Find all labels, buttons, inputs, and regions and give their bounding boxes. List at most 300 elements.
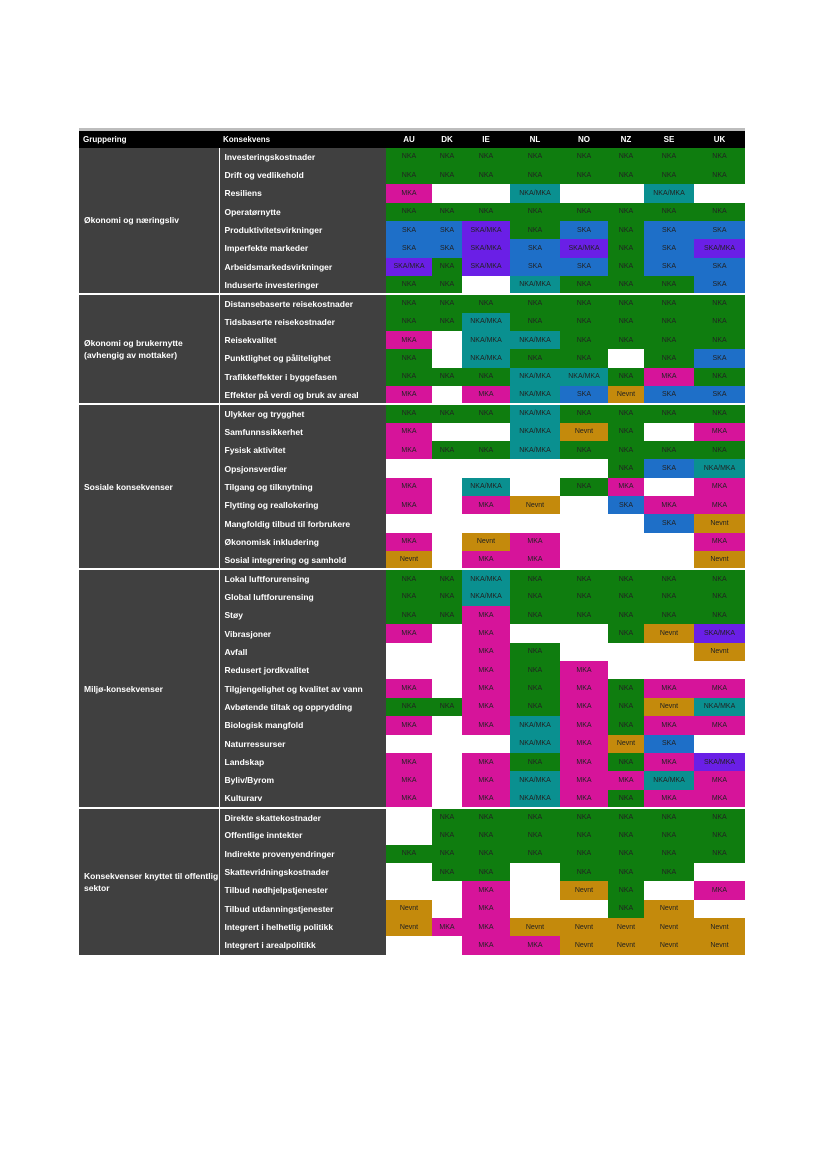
assessment-cell-se: NKA xyxy=(644,313,694,331)
assessment-cell-au xyxy=(386,826,432,844)
assessment-cell-ie: MKA xyxy=(462,624,510,642)
assessment-cell-no: SKA/MKA xyxy=(560,239,608,257)
assessment-cell-uk: NKA xyxy=(694,368,745,386)
assessment-cell-ie: MKA xyxy=(462,551,510,569)
assessment-cell-nz: NKA xyxy=(608,624,644,642)
assessment-cell-no: NKA xyxy=(560,808,608,826)
consequence-label: Samfunnssikkerhet xyxy=(219,423,386,441)
assessment-cell-nl: NKA/MKA xyxy=(510,441,560,459)
assessment-cell-nl: NKA xyxy=(510,845,560,863)
assessment-cell-se: NKA/MKA xyxy=(644,184,694,202)
assessment-cell-nz: NKA xyxy=(608,808,644,826)
assessment-cell-nz xyxy=(608,184,644,202)
assessment-cell-ie: NKA xyxy=(462,863,510,881)
assessment-cell-dk xyxy=(432,771,462,789)
consequence-matrix-table xyxy=(79,128,745,955)
assessment-cell-se: SKA xyxy=(644,221,694,239)
consequence-label: Operatørnytte xyxy=(219,203,386,221)
assessment-cell-dk: NKA xyxy=(432,404,462,422)
assessment-cell-nz xyxy=(608,349,644,367)
assessment-cell-dk xyxy=(432,936,462,954)
assessment-cell-nl: NKA/MKA xyxy=(510,331,560,349)
assessment-cell-se: Nevnt xyxy=(644,936,694,954)
assessment-cell-dk xyxy=(432,478,462,496)
country-header-au: AU xyxy=(386,130,432,148)
header-row xyxy=(79,130,745,148)
assessment-cell-nl: NKA xyxy=(510,203,560,221)
consequence-label: Skattevridningskostnader xyxy=(219,863,386,881)
assessment-cell-nl: NKA xyxy=(510,808,560,826)
group-label: Sosiale konsekvenser xyxy=(79,404,219,569)
assessment-cell-se: NKA xyxy=(644,331,694,349)
assessment-cell-dk: NKA xyxy=(432,569,462,587)
assessment-cell-no: NKA xyxy=(560,203,608,221)
assessment-cell-uk: NKA xyxy=(694,294,745,312)
assessment-cell-uk xyxy=(694,184,745,202)
assessment-cell-ie: NKA xyxy=(462,808,510,826)
assessment-cell-ie: MKA xyxy=(462,661,510,679)
assessment-cell-nz: NKA xyxy=(608,166,644,184)
assessment-cell-au: MKA xyxy=(386,423,432,441)
consequence-label: Biologisk mangfold xyxy=(219,716,386,734)
assessment-cell-au: NKA xyxy=(386,606,432,624)
assessment-cell-uk: SKA xyxy=(694,258,745,276)
assessment-cell-nl: NKA xyxy=(510,221,560,239)
assessment-cell-ie: NKA/MKA xyxy=(462,313,510,331)
assessment-cell-uk xyxy=(694,735,745,753)
assessment-cell-nz: NKA xyxy=(608,900,644,918)
assessment-cell-no: SKA xyxy=(560,386,608,404)
assessment-cell-nl: NKA/MKA xyxy=(510,386,560,404)
assessment-cell-dk: NKA xyxy=(432,826,462,844)
assessment-cell-uk: SKA xyxy=(694,276,745,294)
assessment-cell-se: NKA xyxy=(644,294,694,312)
assessment-cell-no: Nevnt xyxy=(560,936,608,954)
assessment-cell-au: MKA xyxy=(386,496,432,514)
assessment-cell-uk: Nevnt xyxy=(694,643,745,661)
assessment-cell-no: NKA xyxy=(560,166,608,184)
assessment-cell-dk: NKA xyxy=(432,166,462,184)
assessment-cell-dk: NKA xyxy=(432,148,462,166)
consequence-label: Tidsbaserte reisekostnader xyxy=(219,313,386,331)
assessment-cell-nz: NKA xyxy=(608,203,644,221)
consequence-label: Ulykker og trygghet xyxy=(219,404,386,422)
assessment-cell-dk xyxy=(432,661,462,679)
assessment-cell-nl: NKA xyxy=(510,698,560,716)
assessment-cell-ie: NKA xyxy=(462,203,510,221)
country-header-uk: UK xyxy=(694,130,745,148)
assessment-cell-au: MKA xyxy=(386,771,432,789)
assessment-cell-nl: Nevnt xyxy=(510,918,560,936)
assessment-cell-uk xyxy=(694,900,745,918)
assessment-cell-uk: MKA xyxy=(694,533,745,551)
assessment-cell-ie: NKA xyxy=(462,441,510,459)
assessment-cell-ie: NKA/MKA xyxy=(462,331,510,349)
assessment-cell-no: MKA xyxy=(560,661,608,679)
assessment-cell-no: NKA xyxy=(560,349,608,367)
assessment-cell-dk: NKA xyxy=(432,606,462,624)
assessment-cell-dk xyxy=(432,900,462,918)
assessment-cell-se xyxy=(644,643,694,661)
assessment-cell-nz: NKA xyxy=(608,423,644,441)
consequence-label: Induserte investeringer xyxy=(219,276,386,294)
assessment-cell-se: MKA xyxy=(644,753,694,771)
assessment-cell-uk: MKA xyxy=(694,881,745,899)
assessment-cell-se: SKA xyxy=(644,514,694,532)
assessment-cell-nl: MKA xyxy=(510,936,560,954)
country-header-nz: NZ xyxy=(608,130,644,148)
assessment-cell-nz xyxy=(608,514,644,532)
assessment-cell-au: MKA xyxy=(386,790,432,808)
assessment-cell-uk xyxy=(694,661,745,679)
assessment-cell-nl: NKA xyxy=(510,643,560,661)
assessment-cell-nl: NKA xyxy=(510,661,560,679)
assessment-cell-no: Nevnt xyxy=(560,918,608,936)
consequence-label: Vibrasjoner xyxy=(219,624,386,642)
assessment-cell-nl: NKA xyxy=(510,679,560,697)
assessment-cell-nl: NKA/MKA xyxy=(510,184,560,202)
assessment-cell-nz: NKA xyxy=(608,679,644,697)
assessment-cell-ie: NKA/MKA xyxy=(462,349,510,367)
assessment-cell-ie xyxy=(462,276,510,294)
assessment-cell-au xyxy=(386,735,432,753)
consequence-label: Direkte skattekostnader xyxy=(219,808,386,826)
assessment-cell-dk xyxy=(432,423,462,441)
assessment-cell-nl xyxy=(510,459,560,477)
assessment-cell-ie: MKA xyxy=(462,790,510,808)
assessment-cell-dk: NKA xyxy=(432,203,462,221)
assessment-cell-au xyxy=(386,863,432,881)
table-row xyxy=(79,148,745,166)
assessment-cell-ie: SKA/MKA xyxy=(462,258,510,276)
assessment-cell-au: NKA xyxy=(386,349,432,367)
table-row xyxy=(79,404,745,422)
assessment-cell-nl: NKA xyxy=(510,826,560,844)
consequence-label: Fysisk aktivitet xyxy=(219,441,386,459)
assessment-cell-nz: NKA xyxy=(608,606,644,624)
consequence-label: Støy xyxy=(219,606,386,624)
konsekvens-header: Konsekvens xyxy=(219,130,386,148)
assessment-cell-dk xyxy=(432,386,462,404)
assessment-cell-nl xyxy=(510,863,560,881)
assessment-cell-ie: NKA/MKA xyxy=(462,588,510,606)
assessment-cell-se: NKA xyxy=(644,588,694,606)
assessment-cell-nz: NKA xyxy=(608,294,644,312)
assessment-cell-se: SKA xyxy=(644,386,694,404)
assessment-cell-nz: NKA xyxy=(608,569,644,587)
assessment-cell-nl xyxy=(510,624,560,642)
assessment-cell-no: MKA xyxy=(560,753,608,771)
assessment-cell-uk: SKA xyxy=(694,221,745,239)
assessment-cell-uk: NKA xyxy=(694,845,745,863)
consequence-label: Integrert i arealpolitikk xyxy=(219,936,386,954)
assessment-cell-nz: Nevnt xyxy=(608,936,644,954)
consequence-label: Reisekvalitet xyxy=(219,331,386,349)
assessment-cell-uk: MKA xyxy=(694,679,745,697)
assessment-cell-nz: NKA xyxy=(608,826,644,844)
assessment-cell-nz: NKA xyxy=(608,698,644,716)
assessment-cell-au: MKA xyxy=(386,533,432,551)
assessment-cell-nl: SKA xyxy=(510,239,560,257)
assessment-cell-nl: NKA/MKA xyxy=(510,735,560,753)
consequence-label: Distansebaserte reisekostnader xyxy=(219,294,386,312)
assessment-cell-no xyxy=(560,184,608,202)
consequence-label: Global luftforurensing xyxy=(219,588,386,606)
assessment-cell-uk: NKA xyxy=(694,166,745,184)
assessment-cell-au: NKA xyxy=(386,203,432,221)
assessment-cell-nz: NKA xyxy=(608,331,644,349)
assessment-cell-uk: MKA xyxy=(694,423,745,441)
assessment-cell-uk: NKA xyxy=(694,569,745,587)
assessment-cell-ie: MKA xyxy=(462,643,510,661)
assessment-cell-ie: NKA xyxy=(462,166,510,184)
matrix-body xyxy=(79,148,745,955)
assessment-cell-dk xyxy=(432,716,462,734)
country-header-se: SE xyxy=(644,130,694,148)
assessment-cell-se: NKA xyxy=(644,441,694,459)
country-header-no: NO xyxy=(560,130,608,148)
assessment-cell-ie: MKA xyxy=(462,881,510,899)
assessment-cell-nz: NKA xyxy=(608,753,644,771)
assessment-cell-ie: NKA xyxy=(462,368,510,386)
assessment-cell-nz: Nevnt xyxy=(608,735,644,753)
consequence-label: Tilbud utdanningstjenester xyxy=(219,900,386,918)
assessment-cell-se: SKA xyxy=(644,239,694,257)
assessment-cell-ie: NKA xyxy=(462,294,510,312)
assessment-cell-no: NKA xyxy=(560,294,608,312)
consequence-label: Landskap xyxy=(219,753,386,771)
assessment-cell-au: NKA xyxy=(386,313,432,331)
assessment-cell-dk xyxy=(432,735,462,753)
assessment-cell-no xyxy=(560,900,608,918)
assessment-cell-no xyxy=(560,533,608,551)
assessment-cell-nz xyxy=(608,533,644,551)
assessment-cell-no: MKA xyxy=(560,790,608,808)
assessment-cell-nz: MKA xyxy=(608,771,644,789)
assessment-cell-uk: MKA xyxy=(694,790,745,808)
table-row xyxy=(79,569,745,587)
assessment-cell-nl: NKA/MKA xyxy=(510,368,560,386)
assessment-cell-se: NKA xyxy=(644,808,694,826)
assessment-cell-se xyxy=(644,478,694,496)
assessment-cell-ie xyxy=(462,423,510,441)
assessment-cell-dk xyxy=(432,881,462,899)
assessment-cell-dk: MKA xyxy=(432,918,462,936)
assessment-cell-se: Nevnt xyxy=(644,900,694,918)
assessment-cell-se xyxy=(644,533,694,551)
assessment-cell-nl: NKA xyxy=(510,349,560,367)
assessment-cell-au: MKA xyxy=(386,679,432,697)
assessment-cell-uk: NKA xyxy=(694,606,745,624)
consequence-label: Integrert i helhetlig politikk xyxy=(219,918,386,936)
assessment-cell-nl xyxy=(510,900,560,918)
assessment-cell-au: NKA xyxy=(386,569,432,587)
assessment-cell-dk xyxy=(432,331,462,349)
assessment-cell-uk: MKA xyxy=(694,478,745,496)
assessment-cell-au: MKA xyxy=(386,624,432,642)
group-label: Økonomi og næringsliv xyxy=(79,148,219,295)
assessment-cell-nz: NKA xyxy=(608,276,644,294)
group-label: Miljø-konsekvenser xyxy=(79,569,219,807)
country-header-nl: NL xyxy=(510,130,560,148)
assessment-cell-se: Nevnt xyxy=(644,918,694,936)
assessment-cell-uk: NKA xyxy=(694,826,745,844)
assessment-cell-se: SKA xyxy=(644,258,694,276)
assessment-cell-se: NKA xyxy=(644,404,694,422)
assessment-cell-nl: NKA xyxy=(510,569,560,587)
assessment-cell-no xyxy=(560,551,608,569)
assessment-cell-nl: NKA/MKA xyxy=(510,716,560,734)
consequence-label: Resiliens xyxy=(219,184,386,202)
assessment-cell-no: MKA xyxy=(560,771,608,789)
assessment-cell-se xyxy=(644,423,694,441)
group-label: Konsekvenser knyttet til offentlig sektor xyxy=(79,808,219,955)
assessment-cell-nl: NKA xyxy=(510,148,560,166)
assessment-cell-ie: MKA xyxy=(462,753,510,771)
consequence-label: Imperfekte markeder xyxy=(219,239,386,257)
assessment-cell-se: NKA/MKA xyxy=(644,771,694,789)
assessment-cell-nz: Nevnt xyxy=(608,386,644,404)
group-label: Økonomi og brukernytte (avhengig av mottaker) xyxy=(79,294,219,404)
gruppering-header: Gruppering xyxy=(79,130,219,148)
assessment-cell-dk: NKA xyxy=(432,698,462,716)
assessment-cell-nl: NKA xyxy=(510,313,560,331)
assessment-cell-no xyxy=(560,514,608,532)
consequence-label: Tilgjengelighet og kvalitet av vann xyxy=(219,679,386,697)
assessment-cell-nz: NKA xyxy=(608,404,644,422)
assessment-cell-au: SKA xyxy=(386,239,432,257)
assessment-cell-ie xyxy=(462,514,510,532)
assessment-cell-nl: NKA xyxy=(510,294,560,312)
assessment-cell-uk: NKA/MKA xyxy=(694,698,745,716)
assessment-cell-nz: NKA xyxy=(608,368,644,386)
assessment-cell-se: NKA xyxy=(644,569,694,587)
assessment-cell-se xyxy=(644,881,694,899)
assessment-cell-uk: MKA xyxy=(694,716,745,734)
assessment-cell-ie: NKA xyxy=(462,404,510,422)
assessment-cell-nz: NKA xyxy=(608,313,644,331)
assessment-cell-nl xyxy=(510,514,560,532)
assessment-cell-no: MKA xyxy=(560,735,608,753)
assessment-cell-au: NKA xyxy=(386,166,432,184)
assessment-cell-au: Nevnt xyxy=(386,551,432,569)
consequence-label: Lokal luftforurensing xyxy=(219,569,386,587)
assessment-cell-no: NKA xyxy=(560,276,608,294)
assessment-cell-au: MKA xyxy=(386,441,432,459)
assessment-cell-ie: NKA xyxy=(462,826,510,844)
consequence-label: Punktlighet og pålitelighet xyxy=(219,349,386,367)
assessment-cell-nz: SKA xyxy=(608,496,644,514)
country-header-dk: DK xyxy=(432,130,462,148)
assessment-cell-au xyxy=(386,459,432,477)
consequence-label: Produktivitetsvirkninger xyxy=(219,221,386,239)
assessment-cell-uk: NKA xyxy=(694,313,745,331)
country-header-ie: IE xyxy=(462,130,510,148)
assessment-cell-nl: NKA/MKA xyxy=(510,423,560,441)
assessment-cell-se: NKA xyxy=(644,826,694,844)
assessment-cell-ie: MKA xyxy=(462,900,510,918)
assessment-cell-ie: MKA xyxy=(462,771,510,789)
consequence-label: Tilbud nødhjelpstjenester xyxy=(219,881,386,899)
assessment-cell-uk: SKA/MKA xyxy=(694,624,745,642)
assessment-cell-nz: NKA xyxy=(608,148,644,166)
assessment-cell-au: NKA xyxy=(386,698,432,716)
assessment-cell-ie: MKA xyxy=(462,716,510,734)
assessment-cell-nl: NKA/MKA xyxy=(510,771,560,789)
assessment-cell-nl: NKA xyxy=(510,606,560,624)
assessment-cell-no: NKA xyxy=(560,478,608,496)
assessment-cell-nz: NKA xyxy=(608,863,644,881)
assessment-cell-nz: NKA xyxy=(608,258,644,276)
assessment-cell-no: MKA xyxy=(560,716,608,734)
assessment-cell-no: NKA xyxy=(560,606,608,624)
assessment-cell-dk: SKA xyxy=(432,239,462,257)
assessment-cell-dk xyxy=(432,624,462,642)
assessment-cell-no: SKA xyxy=(560,221,608,239)
assessment-cell-no: NKA xyxy=(560,863,608,881)
assessment-cell-nl: NKA xyxy=(510,588,560,606)
assessment-cell-au xyxy=(386,661,432,679)
assessment-cell-se: Nevnt xyxy=(644,698,694,716)
consequence-label: Kulturarv xyxy=(219,790,386,808)
consequence-label: Naturressurser xyxy=(219,735,386,753)
consequence-label: Indirekte provenyendringer xyxy=(219,845,386,863)
assessment-cell-se: SKA xyxy=(644,459,694,477)
assessment-cell-ie: MKA xyxy=(462,936,510,954)
assessment-cell-dk xyxy=(432,184,462,202)
assessment-cell-ie xyxy=(462,184,510,202)
assessment-cell-dk xyxy=(432,459,462,477)
assessment-cell-uk: NKA xyxy=(694,441,745,459)
assessment-cell-se: MKA xyxy=(644,679,694,697)
assessment-cell-nl xyxy=(510,478,560,496)
consequence-label: Trafikkeffekter i byggefasen xyxy=(219,368,386,386)
assessment-cell-no: SKA xyxy=(560,258,608,276)
assessment-cell-ie: NKA/MKA xyxy=(462,569,510,587)
consequence-label: Sosial integrering og samhold xyxy=(219,551,386,569)
assessment-cell-dk: NKA xyxy=(432,313,462,331)
assessment-cell-nz xyxy=(608,643,644,661)
assessment-cell-se: NKA xyxy=(644,203,694,221)
assessment-cell-no: Nevnt xyxy=(560,881,608,899)
assessment-cell-uk xyxy=(694,863,745,881)
assessment-cell-nl xyxy=(510,881,560,899)
consequence-label: Opsjonsverdier xyxy=(219,459,386,477)
assessment-cell-uk: NKA xyxy=(694,331,745,349)
assessment-cell-uk: NKA xyxy=(694,588,745,606)
assessment-cell-dk xyxy=(432,514,462,532)
assessment-cell-no: NKA xyxy=(560,441,608,459)
assessment-cell-nz: NKA xyxy=(608,588,644,606)
assessment-cell-ie xyxy=(462,735,510,753)
assessment-cell-au: MKA xyxy=(386,478,432,496)
assessment-cell-ie: MKA xyxy=(462,386,510,404)
consequence-label: Tilgang og tilknytning xyxy=(219,478,386,496)
consequence-label: Avbøtende tiltak og opprydding xyxy=(219,698,386,716)
assessment-cell-se: MKA xyxy=(644,790,694,808)
assessment-cell-au: SKA/MKA xyxy=(386,258,432,276)
assessment-cell-se: Nevnt xyxy=(644,624,694,642)
assessment-cell-au: MKA xyxy=(386,753,432,771)
consequence-label: Arbeidsmarkedsvirkninger xyxy=(219,258,386,276)
assessment-cell-au xyxy=(386,643,432,661)
table-row xyxy=(79,294,745,312)
assessment-cell-nl: NKA xyxy=(510,753,560,771)
assessment-cell-au xyxy=(386,936,432,954)
assessment-cell-se: SKA xyxy=(644,735,694,753)
assessment-cell-no xyxy=(560,643,608,661)
assessment-cell-ie: NKA xyxy=(462,845,510,863)
